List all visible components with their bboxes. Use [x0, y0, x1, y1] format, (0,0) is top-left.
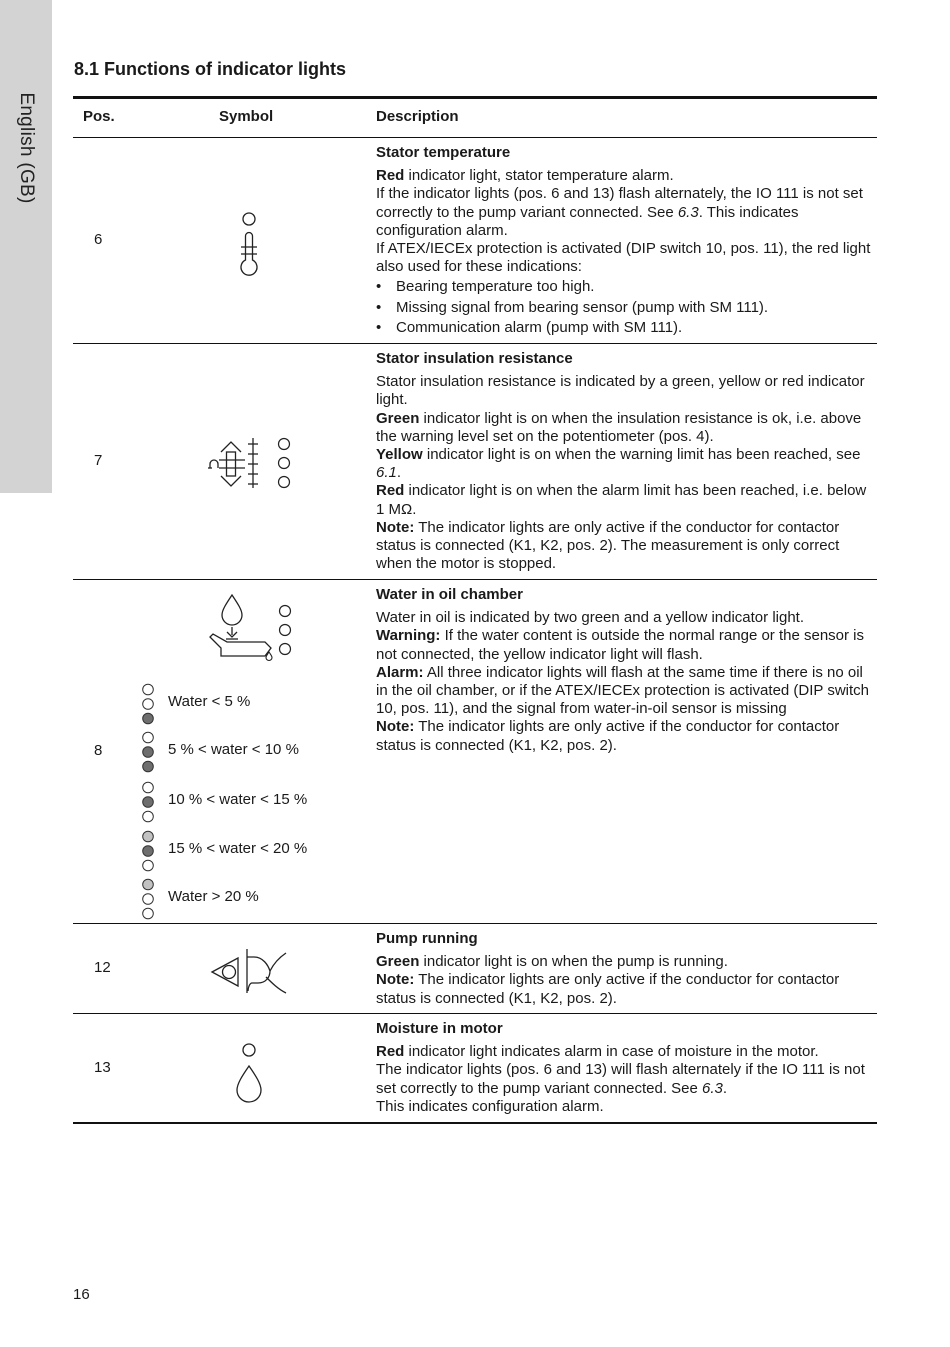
header-symbol: Symbol: [219, 108, 274, 125]
indicator-light-off: [143, 894, 154, 905]
description-line: Stator insulation resistance is indicated by a green, yellow or red indicator light.: [376, 373, 865, 409]
indicator-light-off: [143, 732, 154, 743]
row-divider: [73, 1013, 877, 1014]
indicator-light-flash: [143, 831, 154, 842]
table-top-rule: [73, 96, 877, 99]
description-stator-insulation: [376, 350, 872, 573]
water-level-label: Water > 20 %: [168, 888, 259, 905]
description-moisture-in-motor: [376, 1020, 872, 1116]
description-line: Alarm: All three indicator lights will flash at the same time if there is no oil in the oil chamber, or if the ATEX/IECEx protection is activated (DIP switch 10, pos. 11), and the signal from water-in-oil sensor is missing: [376, 663, 869, 718]
description-heading: Stator insulation resistance: [376, 350, 573, 367]
description-line: If the indicator lights (pos. 6 and 13) flash alternately, the IO 111 is not set correctly to the pump variant connected. See 6.3. This indicates configuration alarm.: [376, 185, 863, 239]
description-line: Red indicator light is on when the alarm limit has been reached, i.e. below 1 MΩ.: [376, 482, 867, 518]
water-level-label: 5 % < water < 10 %: [168, 741, 299, 758]
description-water-in-oil: [376, 586, 872, 755]
row-pos: 7: [94, 452, 103, 469]
indicator-light-off: [143, 811, 154, 822]
moisture-drop-icon: [232, 1040, 266, 1106]
indicator-light-off: [143, 782, 154, 793]
description-pump-running: [376, 930, 872, 1008]
header-description: Description: [376, 108, 459, 125]
water-level-label: 10 % < water < 15 %: [168, 791, 308, 808]
row-pos: 12: [94, 959, 111, 976]
description-line: Green indicator light is on when the insulation resistance is ok, i.e. above the warning level set on the potentiometer (pos. 4).: [376, 409, 862, 445]
water-level-lights: [141, 878, 155, 920]
indicator-light-off: [143, 684, 154, 695]
table-bottom-rule: [73, 1122, 877, 1124]
language-label: English (GB): [16, 92, 37, 204]
section-title: 8.1 Functions of indicator lights: [74, 59, 347, 79]
water-level-lights: [141, 781, 155, 823]
indicator-light-on: [143, 761, 154, 772]
description-line: Note: The indicator lights are only active if the conductor for contactor status is connected (K1, K2, pos. 2). The measurement is only correct when the motor is stopped.: [376, 518, 840, 573]
header-rule: [73, 137, 877, 138]
description-line: The indicator lights (pos. 6 and 13) will flash alternately if the IO 111 is not set correctly to the pump variant connected. See 6.3.: [376, 1061, 865, 1097]
pump-running-icon: [208, 947, 292, 999]
bullet-item: • Bearing temperature too high.: [376, 278, 872, 296]
indicator-light-off: [143, 908, 154, 919]
description-line: Water in oil is indicated by two green and a yellow indicator light.: [376, 609, 804, 627]
bullet-list: [376, 278, 872, 337]
indicator-light-on: [143, 846, 154, 857]
indicator-light-off: [143, 699, 154, 710]
description-heading: Pump running: [376, 930, 478, 947]
description-line: Note: The indicator lights are only active if the conductor for contactor status is connected (K1, K2, pos. 2).: [376, 718, 840, 754]
row-pos: 8: [94, 742, 103, 759]
description-stator-temperature: [376, 144, 872, 340]
language-side-tab: [0, 0, 52, 493]
description-heading: Moisture in motor: [376, 1020, 503, 1037]
water-level-lights: [141, 683, 155, 725]
description-line: Red indicator light indicates alarm in case of moisture in the motor.: [376, 1043, 819, 1061]
description-line: Red indicator light, stator temperature alarm.: [376, 167, 674, 185]
water-level-lights: [141, 830, 155, 872]
indicator-light-on: [143, 797, 154, 808]
row-pos: 13: [94, 1059, 111, 1076]
description-line: Warning: If the water content is outside the normal range or the sensor is not connected, the yellow indicator light will flash.: [376, 627, 864, 663]
bullet-item: • Missing signal from bearing sensor (pump with SM 111).: [376, 299, 872, 317]
water-in-oil-icon: [205, 590, 295, 664]
indicator-light-off: [143, 860, 154, 871]
row-divider: [73, 579, 877, 580]
header-pos: Pos.: [83, 108, 115, 125]
description-line: Note: The indicator lights are only active if the conductor for contactor status is connected (K1, K2, pos. 2).: [376, 971, 840, 1007]
row-pos: 6: [94, 231, 103, 248]
description-heading: Stator temperature: [376, 144, 511, 161]
row-divider: [73, 343, 877, 344]
description-line: If ATEX/IECEx protection is activated (DIP switch 10, pos. 11), the red light also used for these indications:: [376, 240, 871, 276]
description-line: Yellow indicator light is on when the warning limit has been reached, see 6.1.: [376, 446, 861, 482]
thermometer-icon: [232, 208, 266, 282]
page-number: 16: [73, 1286, 90, 1303]
indicator-light-flash: [143, 879, 154, 890]
description-line: Green indicator light is on when the pump is running.: [376, 953, 728, 971]
description-line: This indicates configuration alarm.: [376, 1097, 604, 1115]
row-divider: [73, 923, 877, 924]
water-level-label: Water < 5 %: [168, 693, 251, 710]
indicator-light-on: [143, 713, 154, 724]
water-level-lights: [141, 731, 155, 773]
description-heading: Water in oil chamber: [376, 586, 523, 603]
indicator-light-on: [143, 747, 154, 758]
bullet-item: • Communication alarm (pump with SM 111).: [376, 319, 872, 337]
water-level-label: 15 % < water < 20 %: [168, 840, 308, 857]
insulation-resistance-icon: [205, 434, 295, 494]
